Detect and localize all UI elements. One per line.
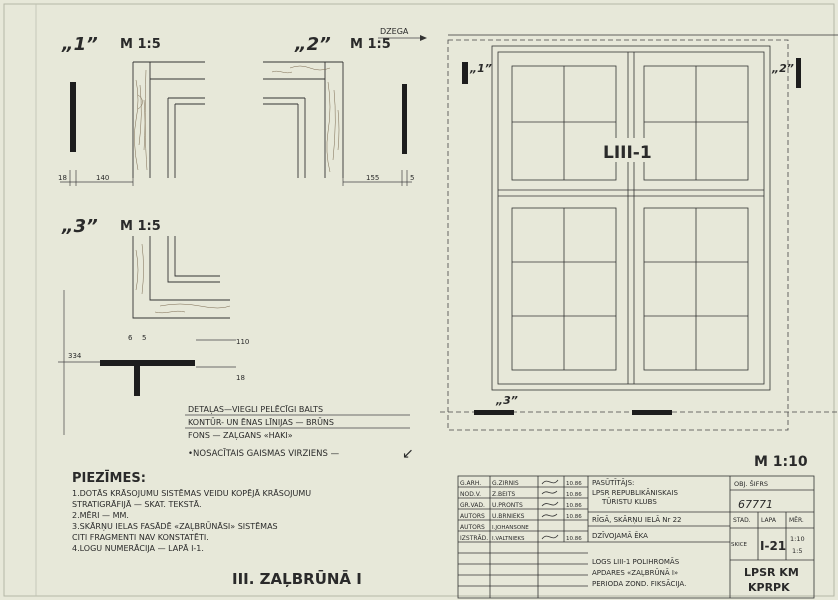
detail-3-dim-110: 110 <box>236 338 250 346</box>
legend-line-1: DETAĻAS—VIEGLI PELĒCĪGI BALTS <box>188 405 324 414</box>
detail-2-dim-5: 5 <box>410 174 415 182</box>
detail-2-wall-section <box>402 84 407 154</box>
elevation-mark-2: „2” <box>772 62 794 75</box>
detail-3 <box>58 216 249 435</box>
detail-3-label: „3” <box>62 216 98 237</box>
note-line-2: STRATIGRĀFIJĀ — SKAT. TEKSTĀ. <box>72 500 202 509</box>
tb-lapa-label: LAPA <box>761 517 776 524</box>
tb-date-1: 10.86 <box>566 481 582 487</box>
tb-desc-line-1: LOGS LIII-1 POLIHROMĀS <box>592 558 680 566</box>
tb-role-4: AUTORS <box>460 513 485 520</box>
tb-skice-label: SKICE <box>731 542 748 548</box>
tb-role-5: AUTORS <box>460 524 485 531</box>
tb-name-1: G.ZIRNIS <box>492 480 519 487</box>
color-legend <box>185 404 414 462</box>
tb-obj-number: 67771 <box>738 498 773 511</box>
note-line-1: 1.DOTĀS KRĀSOJUMU SISTĒMAS VEIDU KOPĒJĀ KRĀSOJUMU <box>72 489 312 498</box>
tb-name-3: U.PRONTS <box>492 502 523 509</box>
tb-date-2: 10.86 <box>566 492 582 498</box>
tb-building: DZĪVOJAMĀ ĒKA <box>592 532 648 540</box>
tb-scale-2: 1:5 <box>792 547 803 555</box>
elevation-scale: M 1:10 <box>754 454 808 470</box>
dzega-label: DZEGA <box>380 27 409 36</box>
tb-stadija-label: STAD. <box>733 517 751 524</box>
title-block <box>458 476 814 598</box>
detail-3-dim-5: 5 <box>142 334 147 342</box>
detail-3-dim-18: 18 <box>236 374 245 382</box>
tb-role-2: NOD.V. <box>460 491 481 498</box>
note-line-6: 4.LOGU NUMERĀCIJA — LAPĀ I-1. <box>72 544 204 553</box>
tb-sheet-number: I-21 <box>760 539 787 553</box>
tb-role-1: G.ARH. <box>460 480 482 487</box>
note-line-3: 2.MĒRI — MM. <box>72 511 129 520</box>
detail-3-scale: M 1:5 <box>120 219 161 234</box>
window-elevation <box>378 27 838 470</box>
tb-client-line-2: TŪRISTU KLUBS <box>602 498 657 506</box>
detail-1-dim-140: 140 <box>96 174 110 182</box>
note-line-4: 3.SKĀRŅU IELAS FASĀDĒ «ZAĻBRŪNĀSI» SISTĒMAS <box>72 522 278 531</box>
tb-org-line-2: KPRPK <box>748 581 790 594</box>
window-id-label: LIII-1 <box>603 143 652 163</box>
tb-desc-line-3: PERIODA ZOND. FIKSĀCIJA. <box>592 580 687 588</box>
detail-2 <box>263 34 414 186</box>
light-direction-arrow-icon: ↙ <box>402 446 414 462</box>
tb-date-3: 10.86 <box>566 503 582 509</box>
tb-client-line-1: LPSR REPUBLIKĀNISKAIS <box>592 489 678 497</box>
tb-org-line-1: LPSR KM <box>744 566 799 579</box>
detail-2-label: „2” <box>295 34 331 55</box>
detail-1 <box>58 34 205 186</box>
detail-2-dim-155: 155 <box>366 174 380 182</box>
notes <box>72 471 311 553</box>
tb-name-6: I.VALTNIEKS <box>492 536 525 542</box>
tb-name-5: I.JOHANSONE <box>492 525 529 531</box>
detail-2-scale: M 1:5 <box>350 37 391 52</box>
tb-address: RĪGĀ, SKĀRŅU IELĀ Nr 22 <box>592 516 682 524</box>
tb-date-4: 10.86 <box>566 514 582 520</box>
tb-role-3: GR.VAD. <box>460 502 485 509</box>
tb-desc-line-2: APDARES «ZAĻBRŪNĀ I» <box>592 569 679 577</box>
signatures <box>542 480 558 539</box>
tb-obj-label: OBJ. ŠIFRS <box>734 480 769 488</box>
detail-1-dim-18: 18 <box>58 174 67 182</box>
legend-line-2: KONTŪR- UN ĒNAS LĪNIJAS — BRŪNS <box>188 418 334 427</box>
tb-date-6: 10.86 <box>566 536 582 542</box>
legend-line-4: •NOSACĪTAIS GAISMAS VIRZIENS — <box>188 449 340 459</box>
tb-name-4: U.BRNIEKS <box>492 513 525 520</box>
tb-role-6: IZSTRĀD. <box>460 535 489 542</box>
system-title: III. ZAĻBRŪNĀ I <box>232 570 362 588</box>
detail-1-wall-section <box>70 82 76 152</box>
note-line-5: CITI FRAGMENTI NAV KONSTATĒTI. <box>72 533 209 542</box>
detail-1-scale: M 1:5 <box>120 37 161 52</box>
notes-title: PIEZĪMES: <box>72 471 146 486</box>
elevation-mark-1: „1” <box>470 62 492 75</box>
tb-client-label: PASŪTĪTĀJS: <box>592 479 635 487</box>
detail-3-sill-section <box>100 360 195 366</box>
tb-name-2: Z.BEITS <box>492 491 516 498</box>
detail-1-label: „1” <box>62 34 98 55</box>
detail-3-dim-6: 6 <box>128 334 133 342</box>
tb-scale-1: 1:10 <box>790 535 805 543</box>
tb-mer-label: MĒR. <box>789 517 804 524</box>
legend-line-3: FONS — ZAĻGANS «HAKI» <box>188 431 293 440</box>
elevation-mark-3: „3” <box>496 394 518 407</box>
detail-3-dim-334: 334 <box>68 352 82 360</box>
